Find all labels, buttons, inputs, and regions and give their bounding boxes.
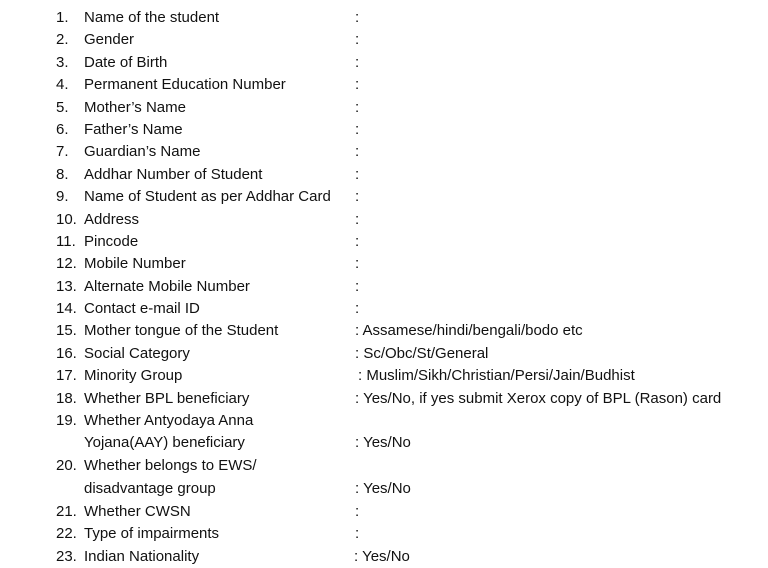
item-label: Father’s Name <box>84 120 183 138</box>
form-item-mothers-name <box>0 97 768 119</box>
form-item-name-per-addhar-card <box>0 186 768 208</box>
item-label: Addhar Number of Student <box>84 165 263 183</box>
item-value: : <box>355 53 360 71</box>
form-item-pincode <box>0 231 768 253</box>
form-item-alternate-mobile-number <box>0 276 768 298</box>
item-value: : <box>355 502 360 520</box>
item-number: 12. <box>56 255 77 273</box>
form-item-cwsn <box>0 501 768 523</box>
form-item-type-of-impairments <box>0 523 768 545</box>
item-value: : <box>355 9 360 26</box>
item-value: : <box>355 232 360 250</box>
form-item-student-name <box>0 7 768 29</box>
item-number: 3. <box>56 53 69 71</box>
item-value: : Muslim/Sikh/Christian/Persi/Jain/Budhist <box>358 367 635 385</box>
form-item-permanent-education-number <box>0 74 768 96</box>
item-value: : <box>355 98 360 116</box>
item-number: 21. <box>56 502 77 520</box>
item-number: 2. <box>56 31 69 49</box>
item-value: : <box>355 188 360 206</box>
item-number: 17. <box>56 367 77 385</box>
item-label: Mobile Number <box>84 255 186 273</box>
item-number: 14. <box>56 300 77 318</box>
item-number: 19. <box>56 412 77 430</box>
form-item-addhar-number <box>0 164 768 186</box>
item-label: Indian Nationality <box>84 547 200 565</box>
student-information-form <box>0 7 768 568</box>
item-number: 7. <box>56 143 69 161</box>
item-value: : <box>355 120 360 138</box>
item-label: Social Category <box>84 344 190 362</box>
form-item-ews-disadvantage-group <box>0 455 768 500</box>
item-number: 6. <box>56 120 69 138</box>
item-label-line-2: disadvantage group <box>84 479 216 497</box>
form-item-aay-beneficiary <box>0 410 768 455</box>
item-number: 10. <box>56 210 77 228</box>
item-value: : <box>355 300 360 318</box>
item-value: : <box>355 255 360 273</box>
item-label: Mother tongue of the Student <box>84 322 279 340</box>
item-label: Permanent Education Number <box>84 76 286 94</box>
item-label: Type of impairments <box>84 525 220 543</box>
item-number: 16. <box>56 344 77 362</box>
item-label: Gender <box>84 31 135 49</box>
item-value: : Yes/No <box>355 434 411 452</box>
item-number: 20. <box>56 457 77 475</box>
item-value: : <box>355 525 360 543</box>
item-label: Guardian’s Name <box>84 143 201 161</box>
form-item-date-of-birth <box>0 52 768 74</box>
item-number: 1. <box>56 9 69 26</box>
item-value: : <box>355 76 360 94</box>
item-value: : Yes/No <box>354 547 410 565</box>
item-label: Contact e-mail ID <box>84 300 200 318</box>
form-item-guardians-name <box>0 141 768 163</box>
item-number: 9. <box>56 188 69 206</box>
item-value: : Yes/No <box>355 479 411 497</box>
item-number: 15. <box>56 322 77 340</box>
item-label <box>84 410 253 455</box>
item-value: : <box>355 210 360 228</box>
form-item-bpl-beneficiary <box>0 388 768 410</box>
item-number: 22. <box>56 525 77 543</box>
item-label: Whether BPL beneficiary <box>84 389 250 407</box>
item-label: Alternate Mobile Number <box>84 277 250 295</box>
item-number: 11. <box>56 232 76 250</box>
item-label: Address <box>84 210 140 228</box>
item-value: : <box>355 277 360 295</box>
item-label: Mother’s Name <box>84 98 186 116</box>
item-label: Pincode <box>84 232 139 250</box>
form-item-indian-nationality <box>0 546 768 568</box>
item-label: Name of the student <box>84 9 220 26</box>
item-value: : <box>355 31 360 49</box>
item-label: Name of Student as per Addhar Card <box>84 188 331 206</box>
form-item-fathers-name <box>0 119 768 141</box>
item-value: : <box>355 165 360 183</box>
form-item-minority-group <box>0 365 768 387</box>
item-number: 4. <box>56 76 69 94</box>
item-number: 8. <box>56 165 69 183</box>
item-label-line-1: Whether belongs to EWS/ <box>84 457 257 475</box>
form-item-social-category <box>0 343 768 365</box>
item-number: 13. <box>56 277 77 295</box>
form-item-mobile-number <box>0 253 768 275</box>
item-value: : Yes/No, if yes submit Xerox copy of BPL (Rason) card <box>355 389 722 407</box>
item-label-line-1: Whether Antyodaya Anna <box>84 412 254 430</box>
item-label-line-2: Yojana(AAY) beneficiary <box>84 434 245 452</box>
item-number: 23. <box>56 547 77 565</box>
form-item-contact-email <box>0 298 768 320</box>
item-label <box>84 455 257 500</box>
item-value: : Sc/Obc/St/General <box>355 344 489 362</box>
item-label: Minority Group <box>84 367 183 385</box>
form-item-gender <box>0 29 768 51</box>
form-item-mother-tongue <box>0 320 768 342</box>
item-value: : Assamese/hindi/bengali/bodo etc <box>355 322 583 340</box>
item-label: Date of Birth <box>84 53 168 71</box>
item-number: 18. <box>56 389 77 407</box>
item-number: 5. <box>56 98 69 116</box>
item-value: : <box>355 143 360 161</box>
item-label: Whether CWSN <box>84 502 191 520</box>
form-item-address <box>0 209 768 231</box>
